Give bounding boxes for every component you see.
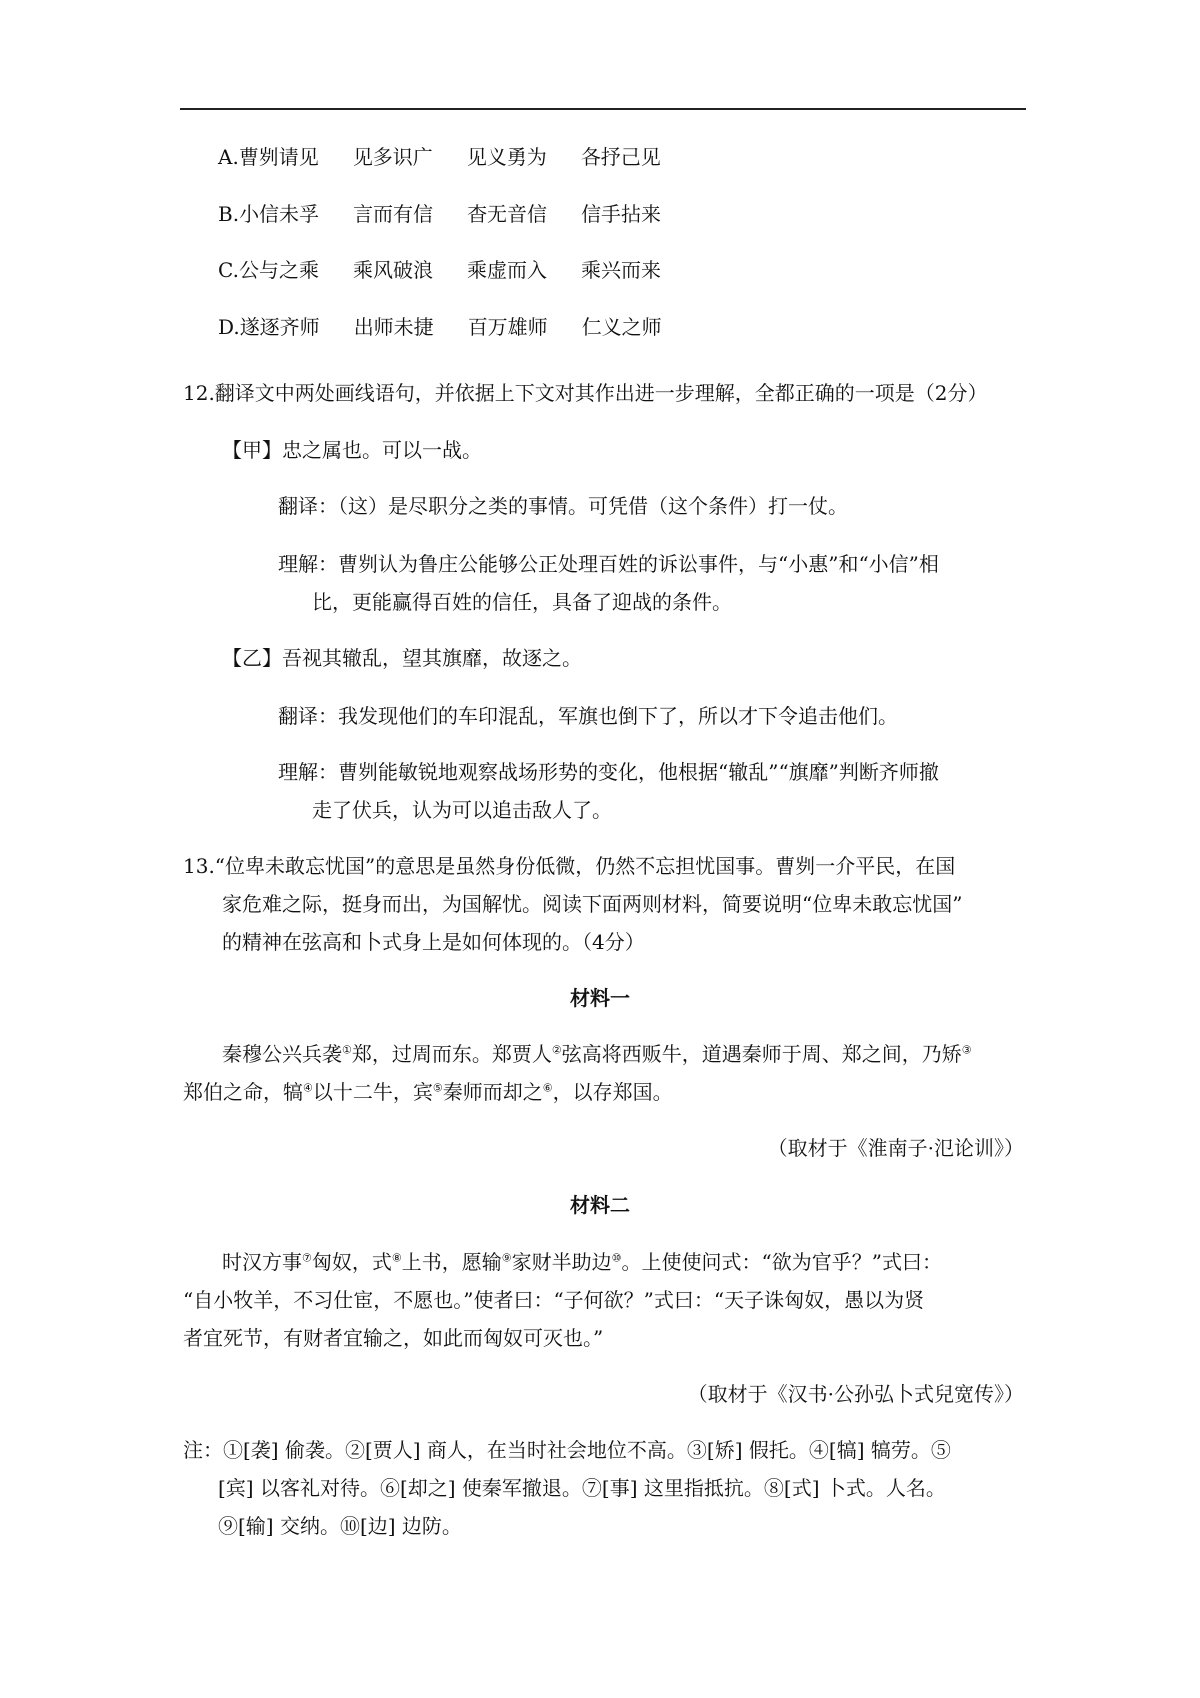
option-c (218, 256, 695, 284)
yi-sentence (222, 644, 582, 672)
option-label: D. (218, 315, 240, 339)
notes-line-1: 注：①[袭] 偷袭。②[贾人] 商人，在当时社会地位不高。③[矫] 假托。④[犒] 犒劳。⑤ (183, 1438, 951, 1462)
option-word: 杳无音信 (467, 202, 548, 226)
option-word: 仁义之师 (581, 315, 662, 339)
option-word: 见多识广 (352, 145, 433, 169)
option-a (218, 143, 695, 171)
yi-understanding-line-1: 理解：曹刿能敏锐地观察战场形势的变化，他根据“辙乱”“旗靡”判断齐师撤 (278, 760, 939, 784)
option-label: B. (218, 202, 240, 226)
option-word: 信手拈来 (581, 202, 662, 226)
jia-label: 【甲】 (222, 438, 282, 462)
material-1-source: （取材于《淮南子·氾论训》） (767, 1136, 1024, 1160)
question-13-line-1: 13.“位卑未敢忘忧国”的意思是虽然身份低微，仍然不忘担忧国事。曹刿一介平民，在国 (183, 854, 956, 878)
option-word: 百万雄师 (467, 315, 548, 339)
yi-understanding-line-2: 走了伏兵，认为可以追击敌人了。 (312, 798, 612, 822)
material-2-source: （取材于《汉书·公孙弘卜式兒宽传》） (687, 1382, 1024, 1406)
option-word: 各抒己见 (580, 145, 661, 169)
question-13-line-3: 的精神在弦高和卜式身上是如何体现的。（4分） (222, 930, 645, 954)
option-word: 见义勇为 (466, 145, 547, 169)
material-2-line-1: 时汉方事⑦匈奴，式⑧上书，愿输⑨家财半助边⑩。上使使问式：“欲为官乎？”式曰： (222, 1250, 942, 1274)
notes-line-3: ⑨[输] 交纳。⑩[边] 边防。 (218, 1514, 462, 1538)
material-1-title: 材料一 (570, 986, 630, 1010)
jia-sentence (222, 436, 482, 464)
option-label: C. (218, 258, 239, 282)
option-word: 乘兴而来 (580, 258, 661, 282)
question-12-stem: 12.翻译文中两处画线语句，并依据上下文对其作出进一步理解，全都正确的一项是（2分） (183, 381, 988, 405)
question-13-line-2: 家危难之际，挺身而出，为国解忧。阅读下面两则材料，简要说明“位卑未敢忘忧国” (222, 892, 963, 916)
material-2-title: 材料二 (570, 1193, 630, 1217)
option-label: A. (218, 145, 239, 169)
jia-understanding-line-1: 理解：曹刿认为鲁庄公能够公正处理百姓的诉讼事件，与“小惠”和“小信”相 (278, 552, 939, 576)
notes-line-2: [宾] 以客礼对待。⑥[却之] 使秦军撤退。⑦[事] 这里指抵抗。⑧[式] 卜式。人名。 (218, 1476, 946, 1500)
jia-understanding-line-2: 比，更能赢得百姓的信任，具备了迎战的条件。 (312, 590, 732, 614)
option-d (218, 313, 696, 341)
option-word: 言而有信 (353, 202, 434, 226)
yi-label: 【乙】 (222, 646, 282, 670)
option-b (218, 200, 695, 228)
material-2-line-2: “自小牧羊，不习仕宦，不愿也。”使者曰：“子何欲？”式曰：“天子诛匈奴，愚以为贤 (183, 1288, 925, 1312)
material-1-line-1: 秦穆公兴兵袭①郑，过周而东。郑贾人②弦高将西贩牛，道遇秦师于周、郑之间，乃矫③ (222, 1042, 972, 1066)
option-word: 出师未捷 (353, 315, 434, 339)
material-1-line-2: 郑伯之命，犒④以十二牛，宾⑤秦师而却之⑥，以存郑国。 (183, 1080, 673, 1104)
material-2-line-3: 者宜死节，有财者宜输之，如此而匈奴可灭也。” (183, 1326, 604, 1350)
option-word: 曹刿请见 (238, 145, 319, 169)
option-word: 乘虚而入 (466, 258, 547, 282)
option-word: 小信未孚 (239, 202, 320, 226)
option-word: 遂逐齐师 (239, 315, 320, 339)
option-word: 乘风破浪 (352, 258, 433, 282)
option-word: 公与之乘 (238, 258, 319, 282)
yi-sentence-text: 吾视其辙乱，望其旗靡，故逐之。 (282, 646, 582, 670)
jia-sentence-text: 忠之属也。可以一战。 (282, 438, 482, 462)
jia-translation: 翻译：（这）是尽职分之类的事情。可凭借（这个条件）打一仗。 (278, 494, 848, 518)
header-rule (180, 108, 1026, 110)
yi-translation: 翻译：我发现他们的车印混乱，军旗也倒下了，所以才下令追击他们。 (278, 704, 898, 728)
